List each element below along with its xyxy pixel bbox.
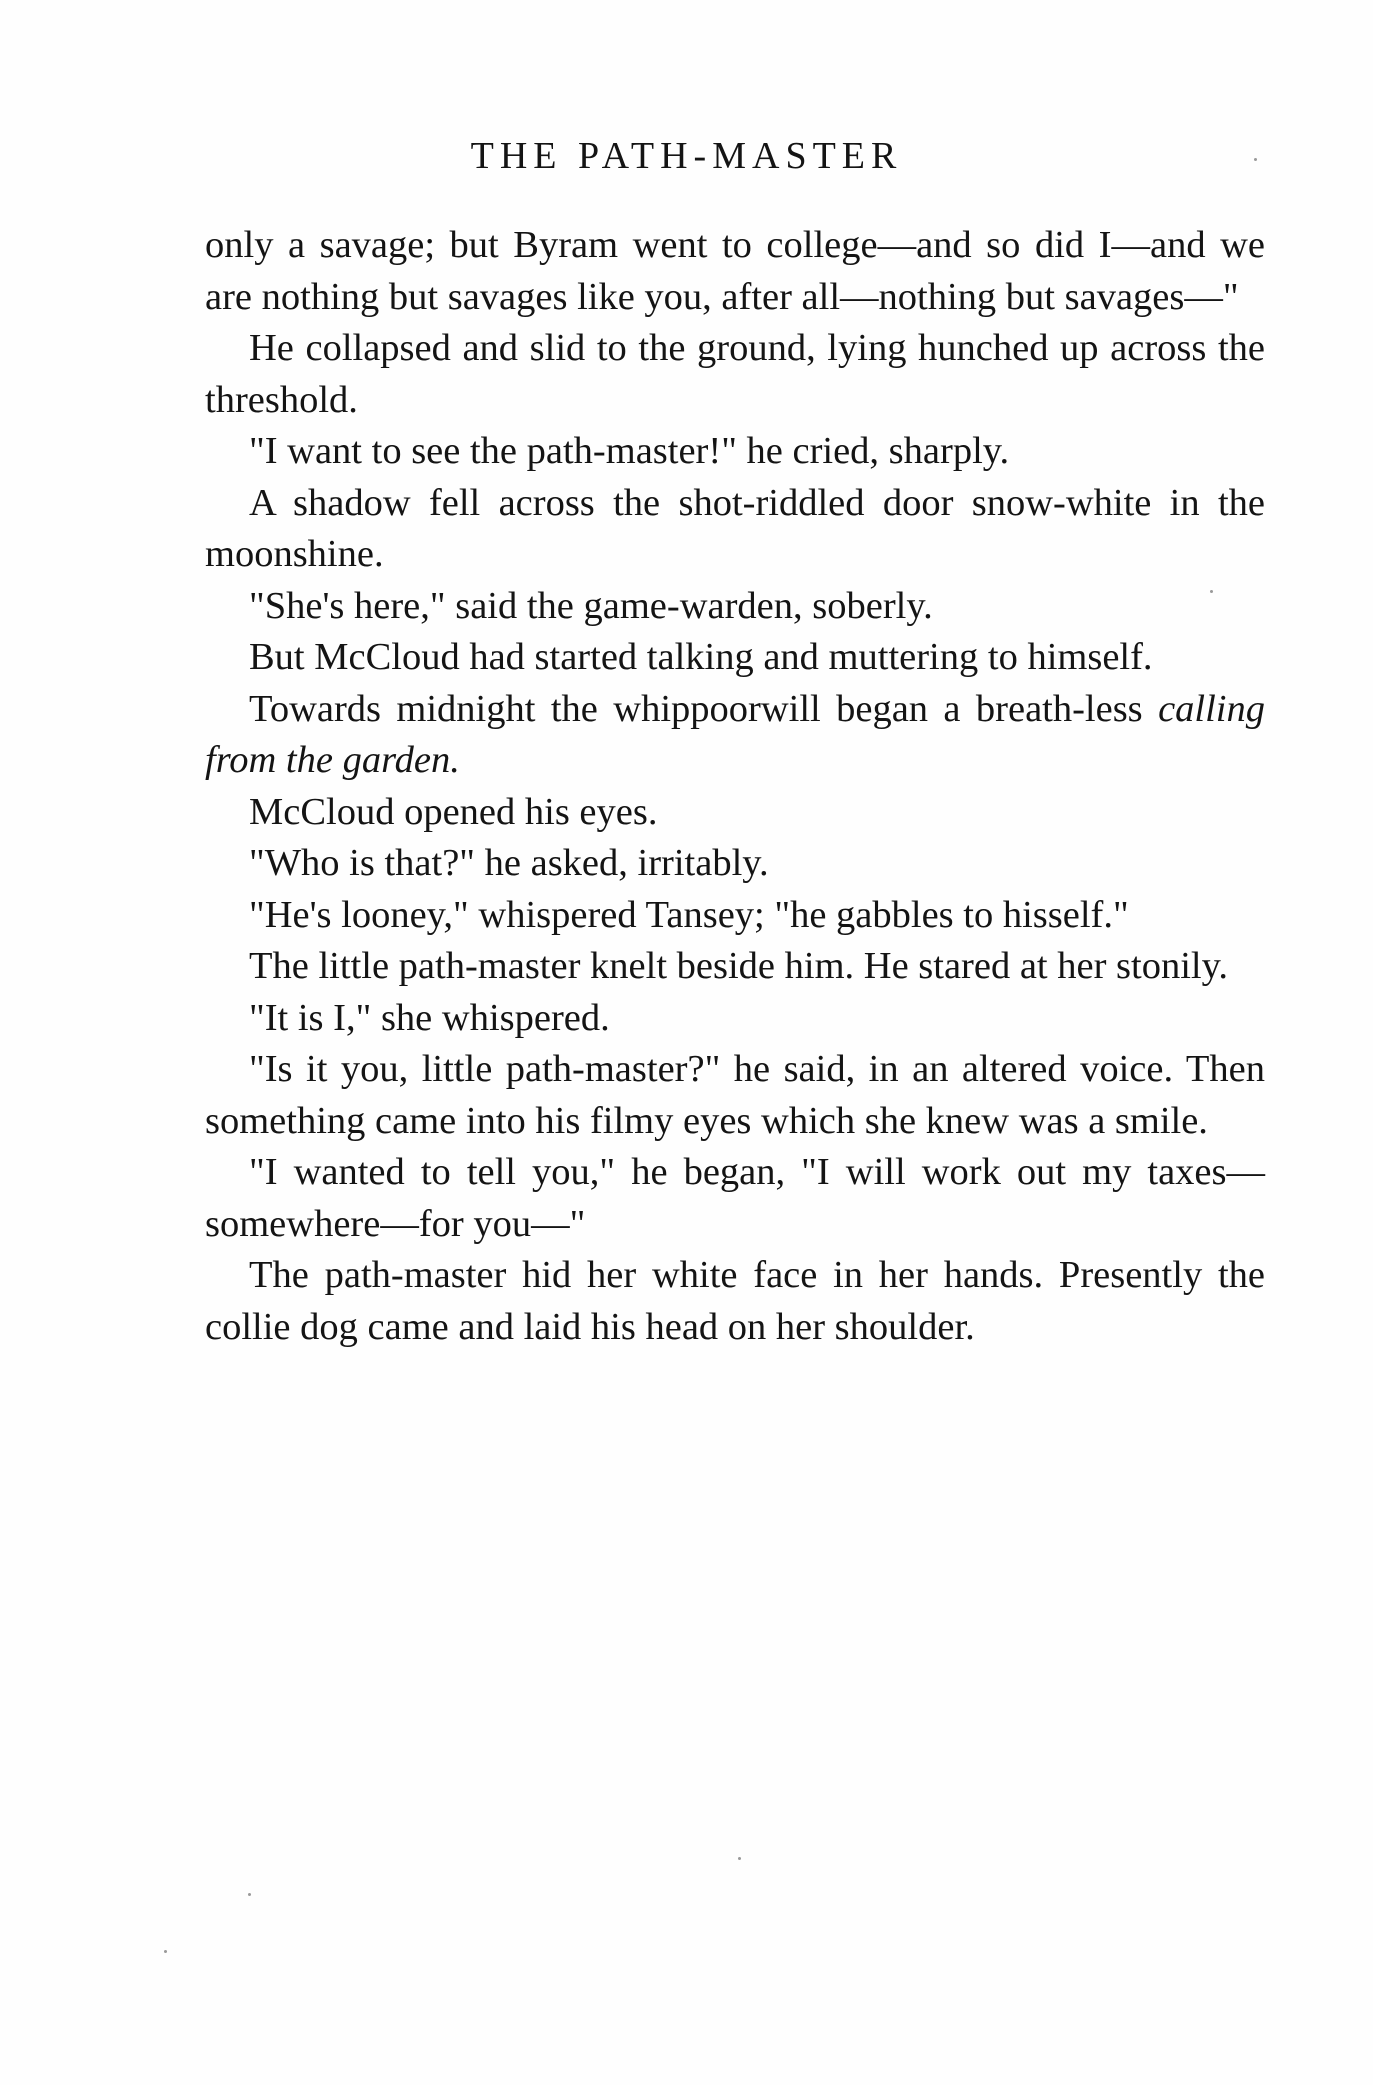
paragraph-15: The path-master hid her white face in her hands. Presently the collie dog came and laid his head on her shoulder.	[205, 1254, 1265, 1348]
paragraph-7	[205, 684, 1265, 787]
paragraph-2: He collapsed and slid to the ground, lying hunched up across the threshold.	[205, 327, 1265, 421]
paragraph-4: A shadow fell across the shot-riddled door snow-white in the moonshine.	[205, 481, 1265, 575]
paragraph-10: "He's looney," whispered Tansey; "he gabbles to hisself."	[249, 893, 1129, 936]
paragraph-7-italic: calling from the garden.	[205, 687, 1265, 781]
paragraph-9: "Who is that?" he asked, irritably.	[249, 842, 769, 884]
running-head: THE PATH-MASTER	[470, 135, 903, 177]
paper-speck	[738, 1857, 741, 1860]
paragraph-8: McCloud opened his eyes.	[249, 790, 658, 833]
paper-speck	[1210, 590, 1213, 593]
paragraph-6: But McCloud had started talking and muttering to himself.	[249, 636, 1153, 678]
paper-speck	[164, 1950, 167, 1953]
paragraph-5: "She's here," said the game-warden, soberly.	[249, 584, 933, 627]
paper-speck	[248, 1893, 251, 1896]
paragraph-14: "I wanted to tell you," he began, "I will work out my taxes—somewhere—for you—"	[205, 1151, 1265, 1245]
paper-speck	[1254, 158, 1257, 161]
paragraph-11: The little path-master knelt beside him. He stared at her stonily.	[249, 945, 1228, 987]
paragraph-1: only a savage; but Byram went to college—and so did I—and we are nothing but savages like you, after all—nothing but savages—"	[205, 224, 1265, 318]
paragraph-12: "It is I," she whispered.	[249, 996, 610, 1039]
paragraph-7-roman: Towards midnight the whippoorwill began a breath-less	[249, 687, 1159, 730]
paragraph-13: "Is it you, little path-master?" he said, in an altered voice. Then something came into his filmy eyes which she knew was a smile.	[205, 1048, 1265, 1142]
paragraph-3: "I want to see the path-master!" he cried, sharply.	[249, 430, 1010, 472]
body-text	[205, 220, 1265, 1353]
